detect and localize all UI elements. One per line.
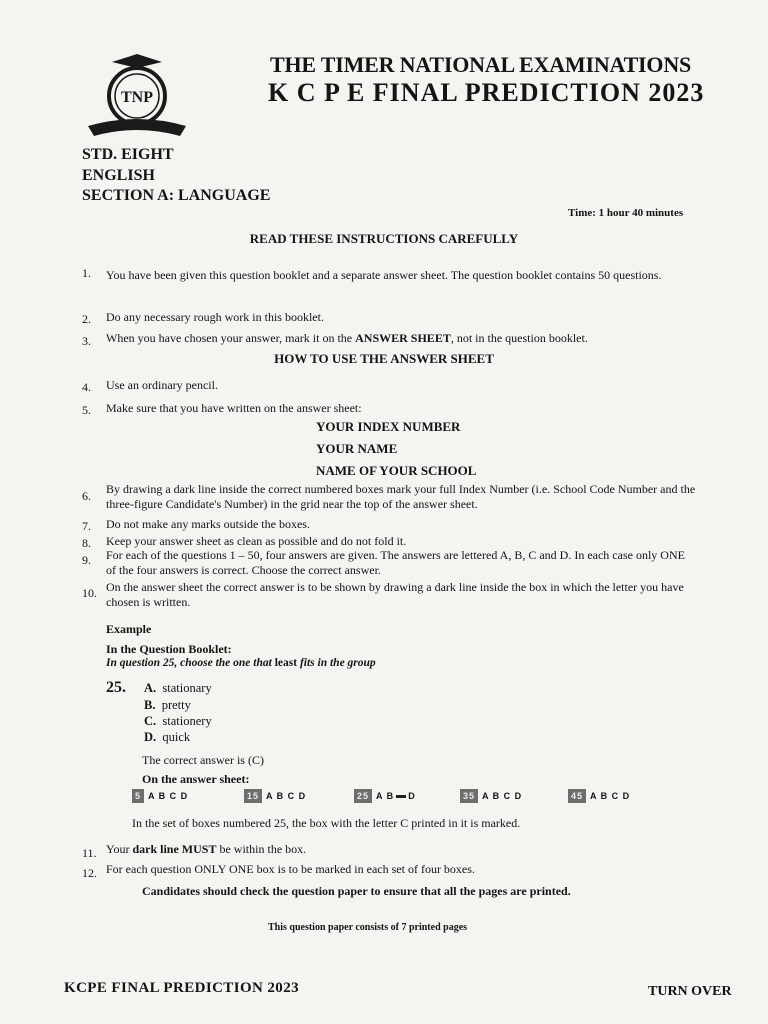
instruction-text: Keep your answer sheet as clean as possible and do not fold it.: [106, 534, 407, 548]
item-number: 12.: [82, 866, 97, 880]
detail-school: NAME OF YOUR SCHOOL: [316, 463, 477, 478]
footer-title: KCPE FINAL PREDICTION 2023: [64, 980, 300, 996]
example-label: Example: [106, 622, 152, 636]
instruction-text: On the answer sheet the correct answer is to be shown by drawing a dark line inside the box in which the letter you have chosen is written.: [106, 580, 684, 609]
sheet-caption: In the set of boxes numbered 25, the box with the letter C printed in it is marked.: [132, 816, 521, 830]
instruction-text: Do not make any marks outside the boxes.: [106, 517, 310, 531]
answer-box-set: 5 A B C D: [132, 789, 188, 803]
item-number: 6.: [82, 489, 91, 503]
instruction-text: You have been given this question booklet and a separate answer sheet. The question booklet contains 50 questions.: [106, 268, 662, 282]
example-prompt: In question 25, choose the one that least fits in the group: [106, 657, 376, 669]
sheet-label: On the answer sheet:: [142, 772, 250, 786]
instruction-text: By drawing a dark line inside the correct numbered boxes mark your full Index Number (i.e. School Code Number and the three-figure Candidate's Number) in the grid near the top of the answer sheet.: [106, 482, 696, 511]
instructions-heading: READ THESE INSTRUCTIONS CAREFULLY: [249, 231, 519, 246]
item-number: 9.: [82, 553, 91, 567]
item-number: 11.: [82, 846, 97, 860]
item-number: 2.: [82, 312, 91, 326]
answer-mark: [396, 795, 406, 798]
item-number: 10.: [82, 586, 97, 600]
time-allowed: Time: 1 hour 40 minutes: [568, 207, 684, 219]
exam-title: K C P E FINAL PREDICTION 2023: [268, 78, 705, 107]
option-c: C. stationery: [144, 714, 212, 728]
section-label: SECTION A: LANGUAGE: [82, 187, 271, 204]
option-b: B. pretty: [144, 698, 191, 712]
correct-answer-text: The correct answer is (C): [142, 753, 264, 767]
item-number: 1.: [82, 266, 91, 280]
pages-note: This question paper consists of 7 printed pages: [268, 922, 468, 933]
option-a: A. stationary: [144, 681, 212, 695]
exam-body-title: THE TIMER NATIONAL EXAMINATIONS: [270, 52, 692, 77]
instruction-text: Your dark line MUST be within the box.: [106, 842, 307, 856]
item-number: 5.: [82, 403, 91, 417]
turn-over: TURN OVER: [648, 984, 732, 999]
class-label: STD. EIGHT: [82, 146, 174, 163]
booklet-label: In the Question Booklet:: [106, 642, 232, 656]
item-number: 8.: [82, 536, 91, 550]
item-number: 4.: [82, 380, 91, 394]
tnp-logo: [82, 52, 192, 140]
answer-box-set: 35 A B C D: [460, 789, 522, 803]
instruction-text: Do any necessary rough work in this booklet.: [106, 310, 324, 324]
instruction-text: For each question ONLY ONE box is to be marked in each set of four boxes.: [106, 862, 475, 876]
detail-index-number: YOUR INDEX NUMBER: [316, 419, 461, 434]
instruction-text: For each of the questions 1 – 50, four answers are given. The answers are lettered A, B, C and D. In each case only ONE of the four answers is correct. Choose the correct answer.: [106, 548, 685, 577]
instruction-text: When you have chosen your answer, mark it on the ANSWER SHEET, not in the question booklet.: [106, 331, 588, 345]
subject-label: ENGLISH: [82, 167, 155, 184]
question-number: 25.: [106, 679, 126, 696]
item-number: 7.: [82, 519, 91, 533]
answer-box-set-marked: 25 A B D: [354, 789, 416, 803]
instruction-text: Use an ordinary pencil.: [106, 378, 218, 392]
answer-sheet-sample: [132, 789, 732, 809]
answer-box-set: 15 A B C D: [244, 789, 306, 803]
option-d: D. quick: [144, 730, 191, 744]
logo-text: TNP: [121, 89, 153, 106]
answer-sheet-heading: HOW TO USE THE ANSWER SHEET: [274, 351, 494, 366]
candidates-note: Candidates should check the question paper to ensure that all the pages are printed.: [142, 884, 571, 898]
detail-name: YOUR NAME: [316, 441, 398, 456]
instruction-text: Make sure that you have written on the answer sheet:: [106, 401, 362, 415]
answer-box-set: 45 A B C D: [568, 789, 630, 803]
item-number: 3.: [82, 334, 91, 348]
